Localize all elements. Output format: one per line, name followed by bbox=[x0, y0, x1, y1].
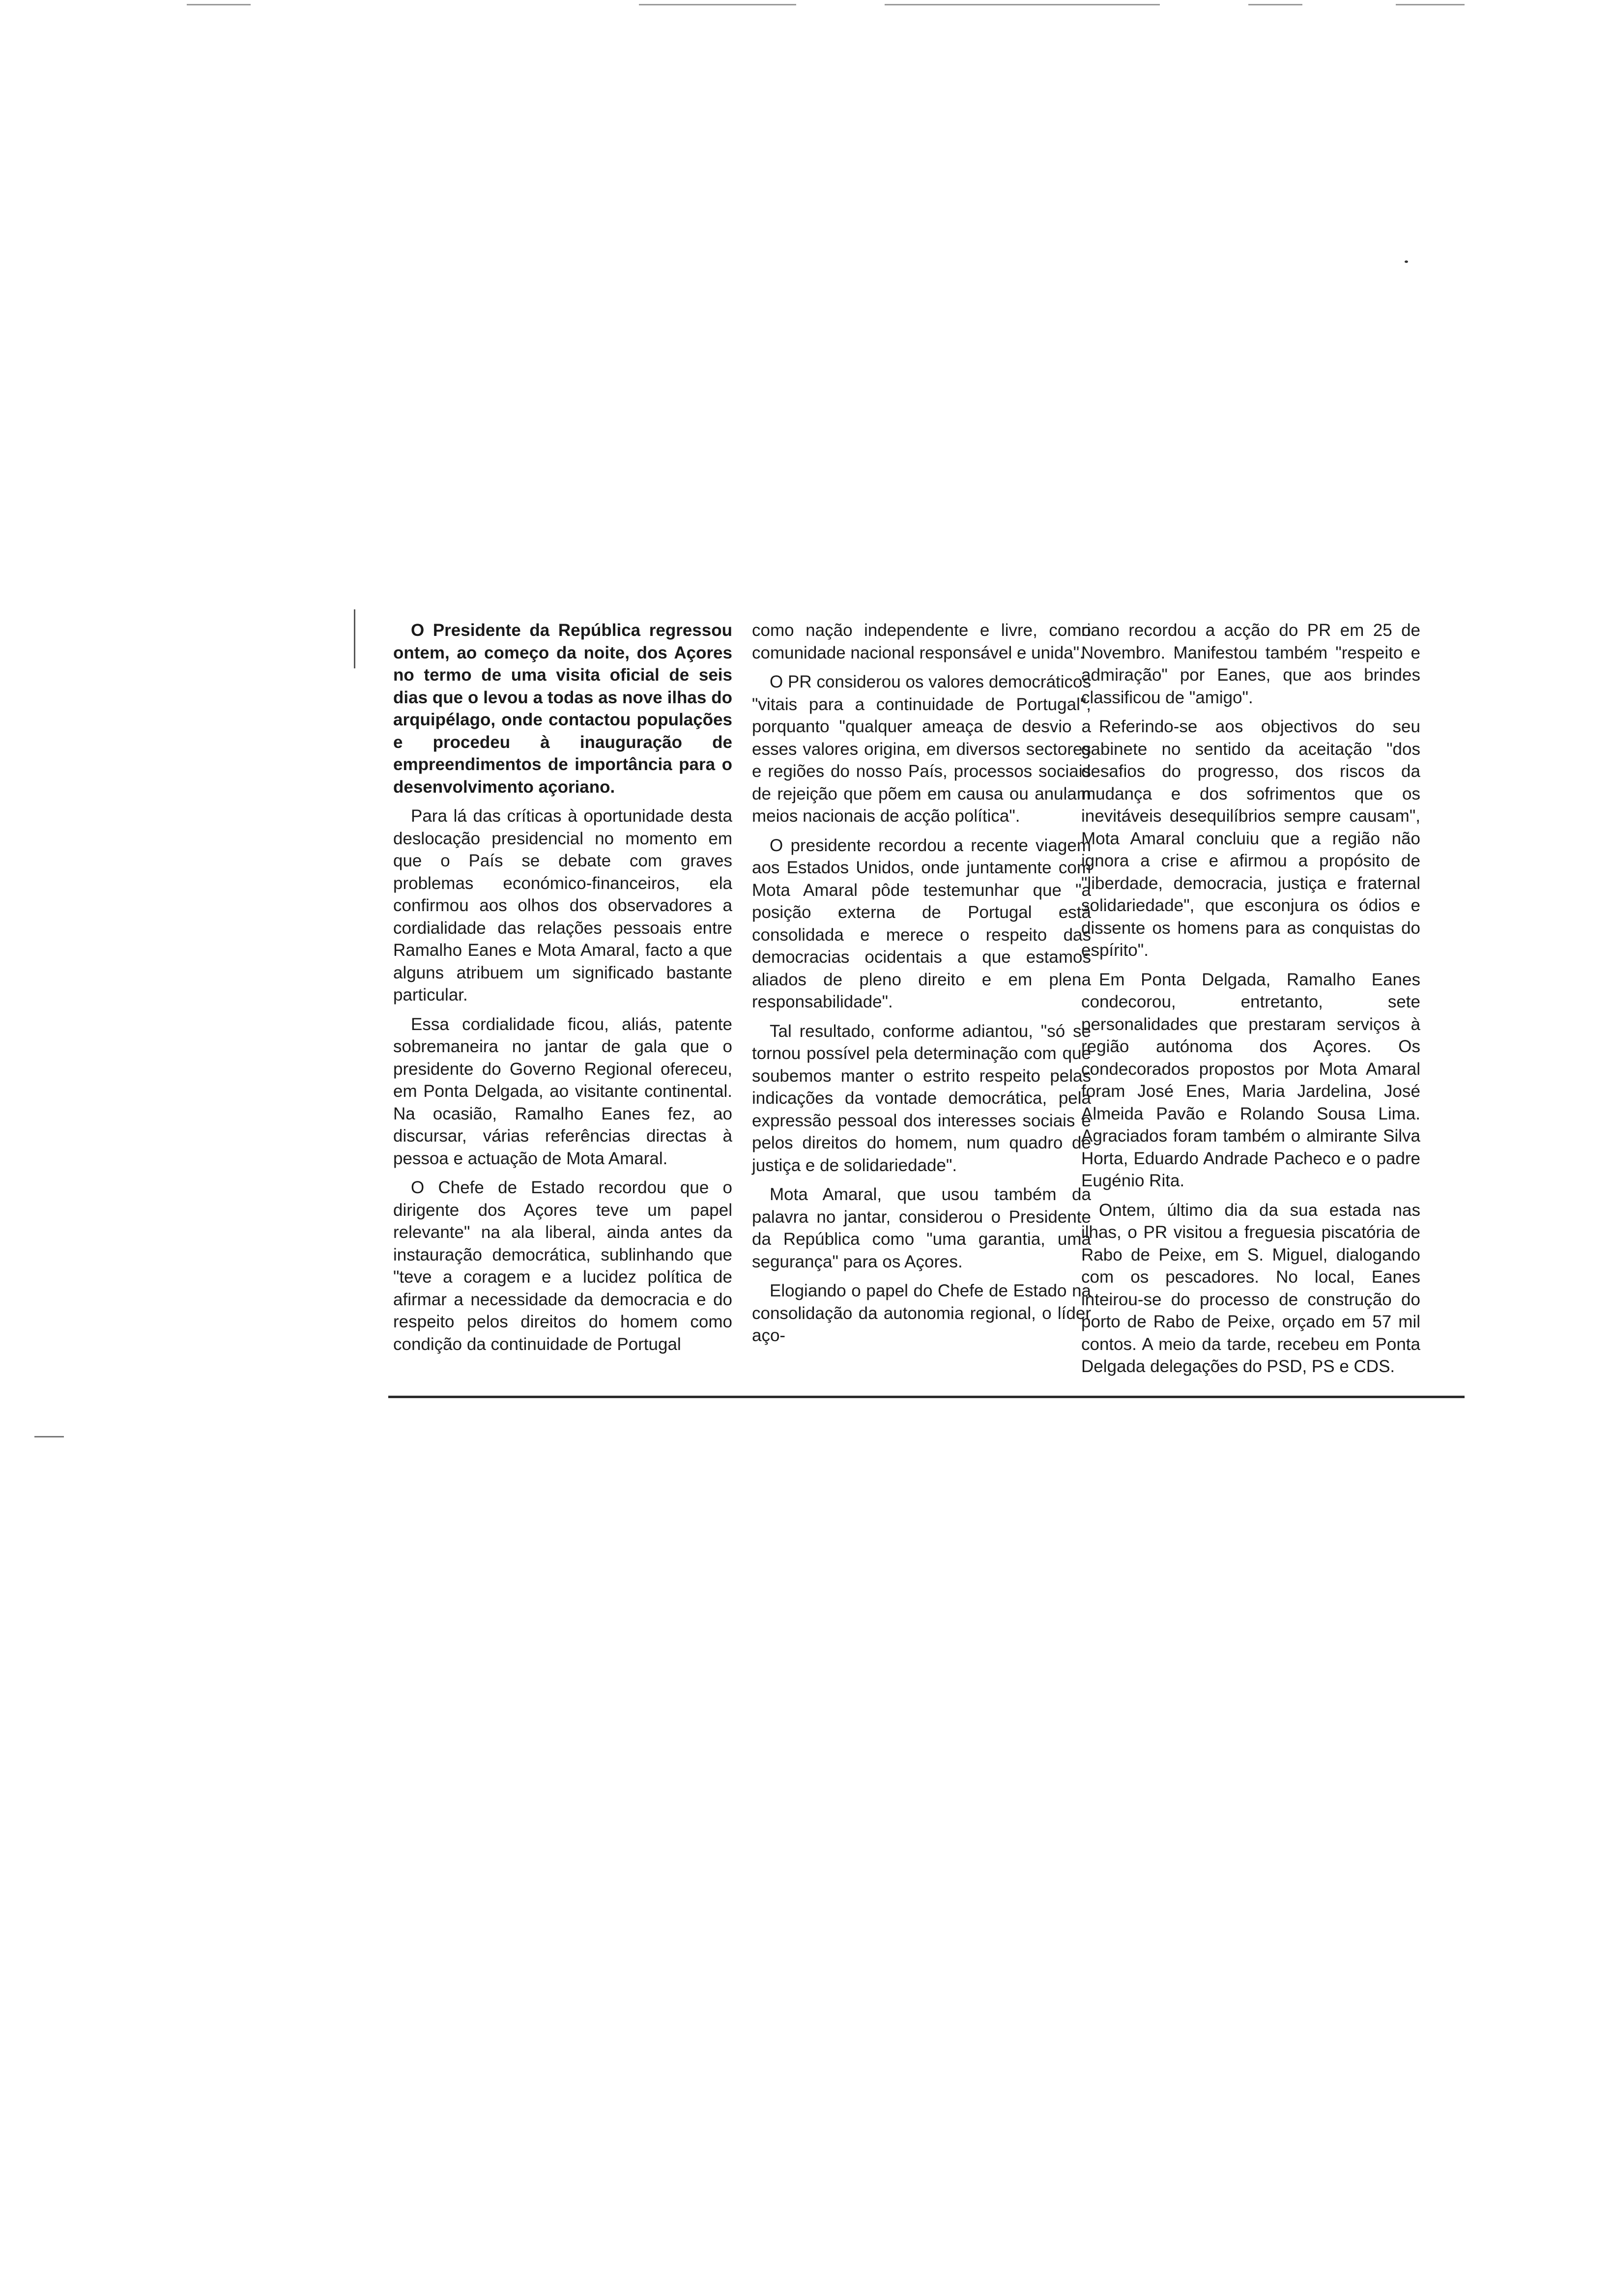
article-column-1 bbox=[393, 619, 732, 1362]
article-paragraph: O Chefe de Estado recordou que o dirigente dos Açores teve um papel relevante" na ala liberal, ainda antes da instauração democrática, sublinhando que "teve a coragem e a lucidez política de afirmar a necessidade da democracia e do respeito pelos direitos do homem como condição da continuidade de Portugal bbox=[393, 1178, 732, 1354]
article-paragraph: Referindo-se aos objectivos do seu gabinete no sentido da aceitação "dos desafios do progresso, dos riscos da mudança e dos sofrimentos que os inevitáveis desequilíbrios sempre causam", Mota Amaral concluiu que a região não ignora a crise e afirmou a propósito de "liberdade, democracia, justiça e fraternal solidariedade", que esconjura os ódios e dissente os homens para as conquistas do espírito". bbox=[1081, 717, 1420, 960]
article-column-3 bbox=[1081, 619, 1420, 1385]
newspaper-clipping bbox=[354, 590, 1469, 1430]
article-paragraph: Em Ponta Delgada, Ramalho Eanes condecorou, entretanto, sete personalidades que prestaram serviços à região autónoma dos Açores. Os condecorados propostos por Mota Amaral foram José Enes, Maria Jardelina, José Almeida Pavão e Rolando Sousa Lima. Agraciados foram também o almirante Silva Horta, Eduardo Andrade Pacheco e o padre Eugénio Rita. bbox=[1081, 970, 1420, 1190]
speck bbox=[1405, 260, 1408, 263]
article-paragraph: O PR considerou os valores democráticos "vitais para a continuidade de Portugal", porquanto "qualquer ameaça de desvio a esses valores origina, em diversos sectores e regiões do nosso País, processos sociais de rejeição que põem em causa ou anulam meios nacionais de acção política". bbox=[752, 672, 1091, 826]
article-lead-paragraph: O Presidente da República regressou ontem, ao começo da noite, dos Açores no termo de uma visita oficial de seis dias que o levou a todas as nove ilhas do arquipélago, onde contactou populações e procedeu à inauguração de empreendimentos de importância para o desenvolvimento açoriano. bbox=[393, 621, 732, 797]
article-paragraph: Para lá das críticas à oportunidade desta deslocação presidencial no momento em que o País se debate com graves problemas económico-financeiros, ela confirmou aos olhos dos observadores a cordialidade das relações pessoais entre Ramalho Eanes e Mota Amaral, facto a que alguns atribuem um significado bastante particular. bbox=[393, 806, 732, 1004]
scan-mark bbox=[1396, 4, 1465, 5]
article-paragraph: Mota Amaral, que usou também da palavra no jantar, considerou o Presidente da República como "uma garantia, uma segurança" para os Açores. bbox=[752, 1185, 1091, 1271]
article-paragraph: Essa cordialidade ficou, aliás, patente sobremaneira no jantar de gala que o presidente do Governo Regional ofereceu, em Ponta Delgada, ao visitante continental. Na ocasião, Ramalho Eanes fez, ao discursar, várias referências directas à pessoa e actuação de Mota Amaral. bbox=[393, 1014, 732, 1168]
article-paragraph: Elogiando o papel do Chefe de Estado na consolidação da autonomia regional, o líder aço- bbox=[752, 1281, 1091, 1345]
scan-mark bbox=[885, 4, 1160, 5]
scan-mark bbox=[187, 4, 251, 5]
article-paragraph: riano recordou a acção do PR em 25 de Novembro. Manifestou também "respeito e admiração" por Eanes, que aos brindes classificou de "amigo". bbox=[1081, 621, 1420, 707]
article-paragraph: Ontem, último dia da sua estada nas ilhas, o PR visitou a freguesia piscatória de Rabo de Peixe, em S. Miguel, dialogando com os pescadores. No local, Eanes inteirou-se do processo de construção do porto de Rabo de Peixe, orçado em 57 mil contos. A meio da tarde, recebeu em Ponta Delgada delegações do PSD, PS e CDS. bbox=[1081, 1200, 1420, 1376]
scan-mark bbox=[34, 1436, 64, 1437]
article-paragraph: como nação independente e livre, como comunidade nacional responsável e unida". bbox=[752, 621, 1091, 662]
scan-mark bbox=[1248, 4, 1302, 5]
article-paragraph: Tal resultado, conforme adiantou, "só se tornou possível pela determinação com que soubemos manter o estrito respeito pelas indicações da vontade democrática, pela expressão pessoal dos interesses sociais e pelos direitos do homem, num quadro de justiça e de solidariedade". bbox=[752, 1021, 1091, 1175]
bottom-rule bbox=[388, 1396, 1465, 1398]
article-paragraph: O presidente recordou a recente viagem aos Estados Unidos, onde juntamente com Mota Amaral pôde testemunhar que "a posição externa de Portugal está consolidada e merece o respeito das democracias ocidentais a que estamos aliados de pleno direito e em plena responsabilidade". bbox=[752, 835, 1091, 1011]
scan-mark bbox=[639, 4, 796, 5]
article-column-2 bbox=[752, 619, 1091, 1354]
clipping-edge bbox=[354, 609, 355, 668]
